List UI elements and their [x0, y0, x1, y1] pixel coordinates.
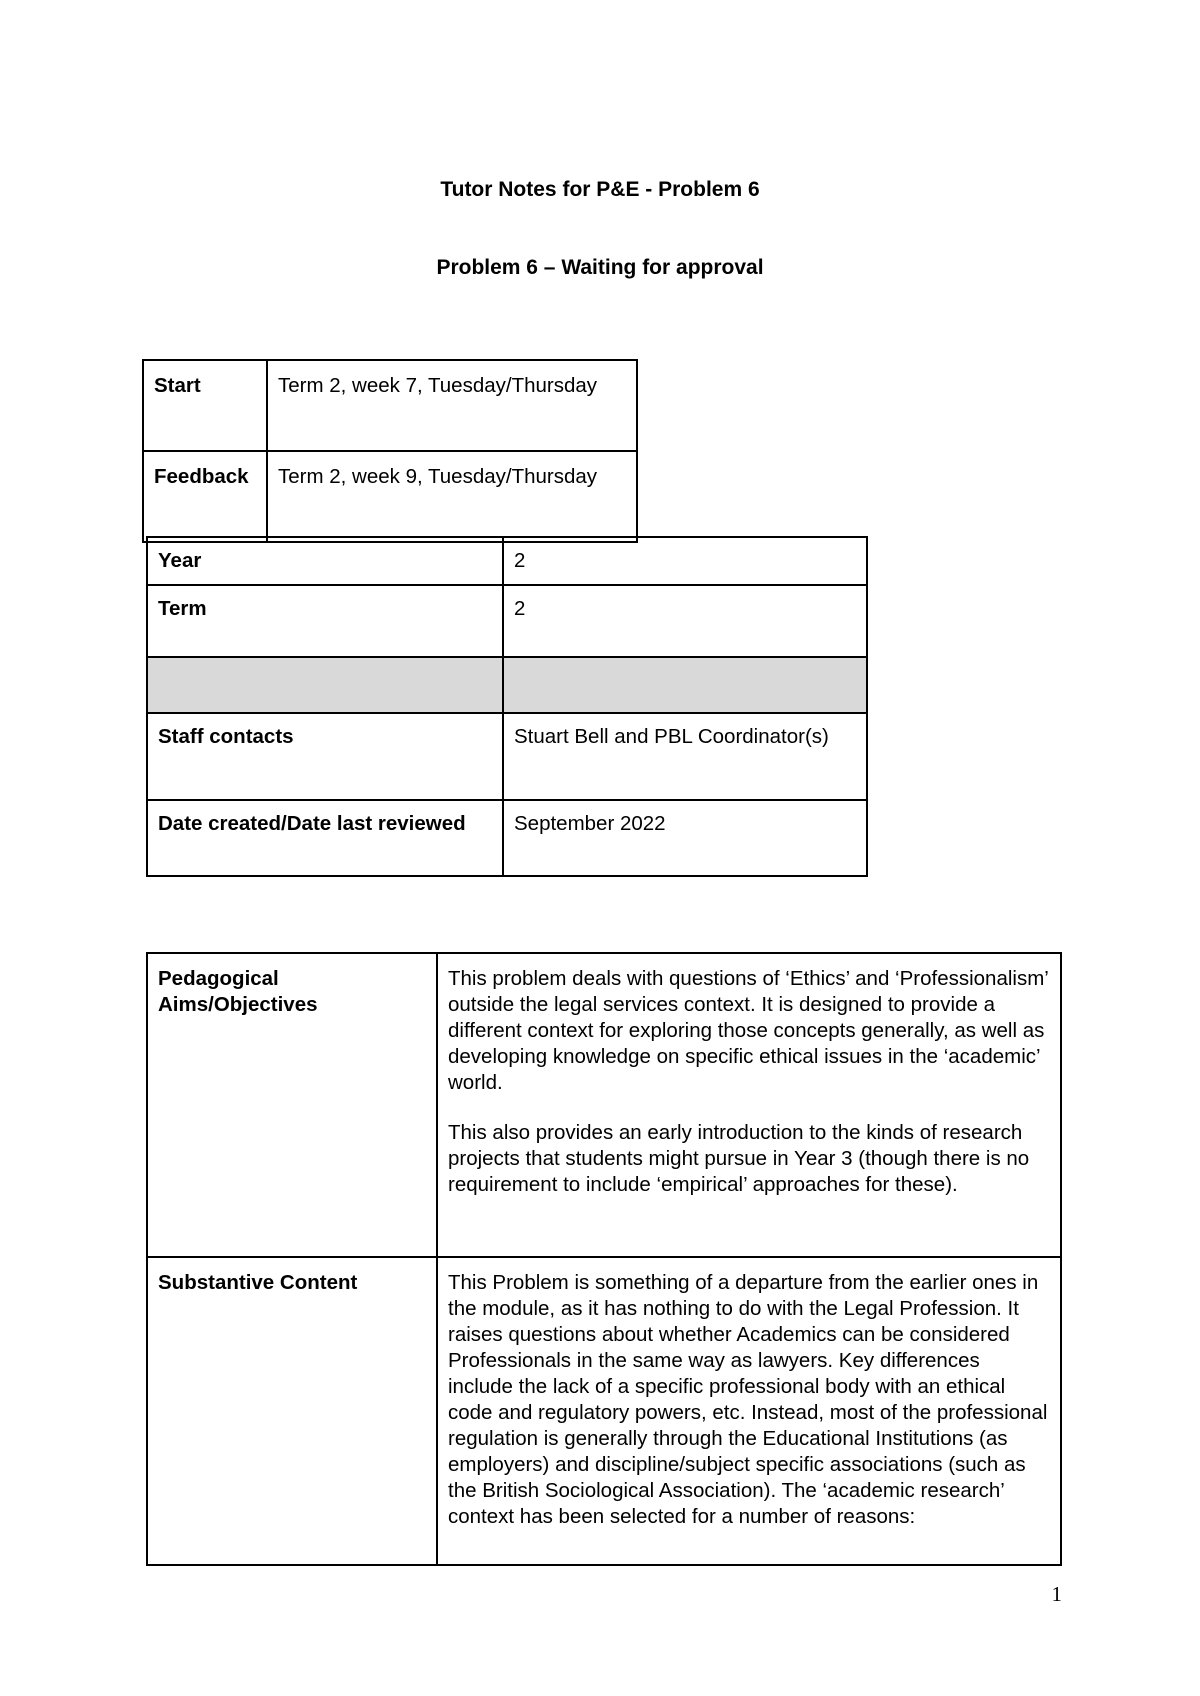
term-value: 2	[503, 585, 867, 657]
substantive-paragraph: This Problem is something of a departure from the earlier ones in the module, as it has nothing to do with the Legal Profession. It raises questions about whether Academics can be considered Professionals in the same way as lawyers. Key differences include the lack of a specific professional body with an ethical code and regulatory powers, etc. Instead, most of the professional regulation is generally through the Educational Institutions (as employers) and discipline/subject specific associations (such as the British Sociological Association). The ‘academic research’ context has been selected for a number of reasons:	[448, 1271, 1048, 1528]
table-row	[147, 537, 867, 585]
pedagogical-paragraph: This problem deals with questions of ‘Ethics’ and ‘Professionalism’ outside the legal services context. It is designed to provide a different context for exploring those concepts generally, as well as developing knowledge on specific ethical issues in the ‘academic’ world.	[448, 967, 1049, 1094]
shaded-cell-label	[147, 657, 503, 713]
table-row	[147, 953, 1061, 1257]
table-row	[147, 1257, 1061, 1565]
schedule-table	[142, 359, 638, 543]
table-row	[147, 800, 867, 876]
substantive-content	[437, 1257, 1061, 1565]
page-number: 1	[1051, 1582, 1062, 1606]
pedagogical-aims-content	[437, 953, 1061, 1257]
content-table	[146, 952, 1062, 1566]
term-label: Term	[147, 585, 503, 657]
shaded-row	[147, 657, 867, 713]
start-label: Start	[143, 360, 267, 451]
staff-contacts-label: Staff contacts	[147, 713, 503, 800]
table-row	[147, 585, 867, 657]
document-title: Tutor Notes for P&E - Problem 6	[440, 178, 760, 201]
feedback-label: Feedback	[143, 451, 267, 542]
pedagogical-aims-label: Pedagogical Aims/Objectives	[147, 953, 437, 1257]
table-row	[143, 360, 637, 451]
date-value: September 2022	[503, 800, 867, 876]
year-label: Year	[147, 537, 503, 585]
date-label: Date created/Date last reviewed	[147, 800, 503, 876]
year-value: 2	[503, 537, 867, 585]
problem-heading: Problem 6 – Waiting for approval	[436, 256, 764, 279]
module-info-table	[146, 536, 868, 877]
start-value: Term 2, week 7, Tuesday/Thursday	[267, 360, 637, 451]
feedback-value: Term 2, week 9, Tuesday/Thursday	[267, 451, 637, 542]
staff-contacts-value: Stuart Bell and PBL Coordinator(s)	[503, 713, 867, 800]
table-row	[147, 713, 867, 800]
pedagogical-paragraph: This also provides an early introduction to the kinds of research projects that students might pursue in Year 3 (though there is no requirement to include ‘empirical’ approaches for these).	[448, 1121, 1030, 1196]
substantive-content-label: Substantive Content	[147, 1257, 437, 1565]
table-row	[143, 451, 637, 542]
shaded-cell-value	[503, 657, 867, 713]
